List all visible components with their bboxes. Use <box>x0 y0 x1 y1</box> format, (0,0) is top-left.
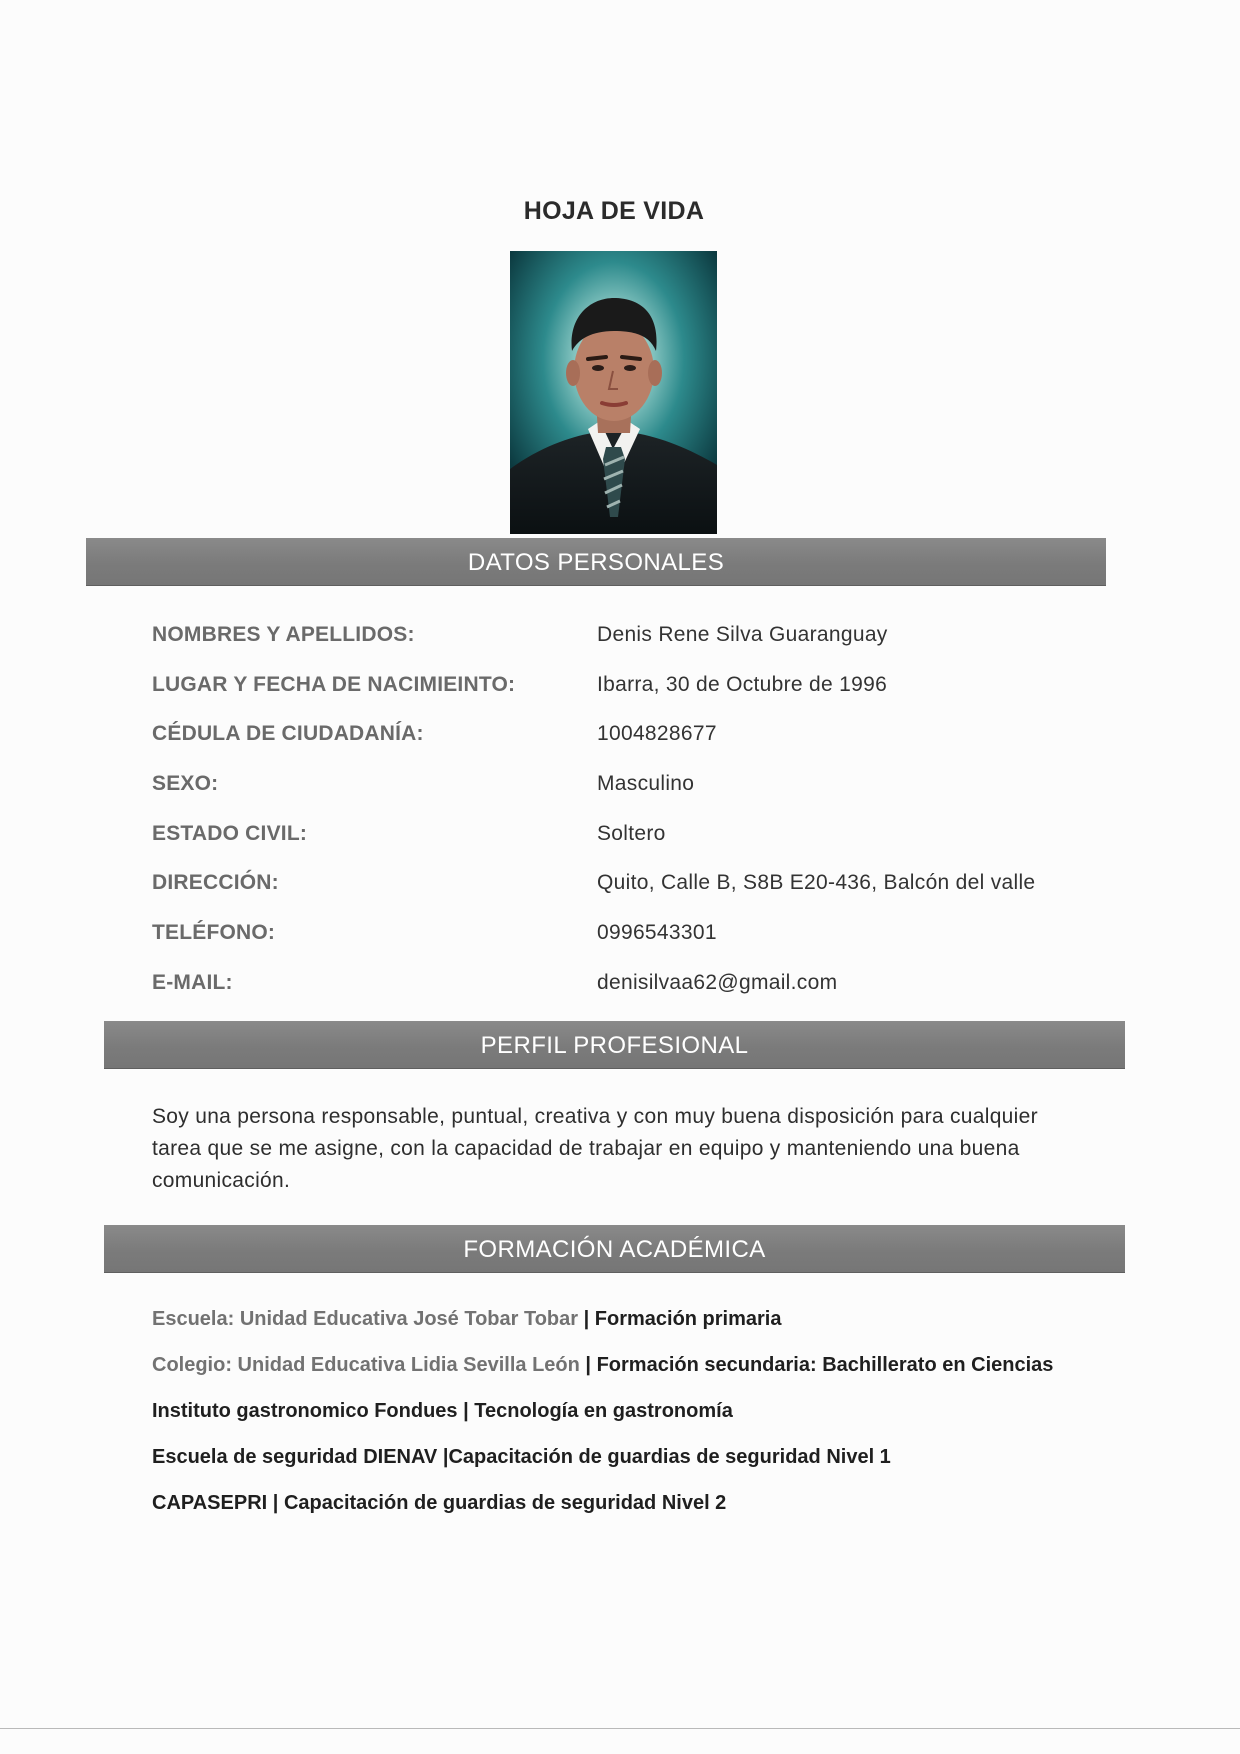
education-item <box>152 1492 1112 1538</box>
field-value-cedula: 1004828677 <box>597 722 717 746</box>
personal-data-row <box>152 660 1072 710</box>
field-value-telefono: 0996543301 <box>597 920 717 944</box>
field-label-sexo: SEXO: <box>152 771 219 795</box>
education-separator: | <box>267 1492 284 1514</box>
field-value-nacimiento: Ibarra, 30 de Octubre de 1996 <box>597 672 888 696</box>
education-item <box>152 1400 1112 1446</box>
education-institution: Instituto gastronomico Fondues <box>152 1400 458 1422</box>
education-separator: | <box>579 1354 597 1376</box>
personal-data-row <box>152 858 1072 908</box>
profile-paragraph: Soy una persona responsable, puntual, creativa y con muy buena disposición para cualquier tarea que se me asigne, con la capacidad de trabajar en equipo y manteniendo una buena comunicación. <box>152 1105 1038 1192</box>
field-value-direccion: Quito, Calle B, S8B E20-436, Balcón del valle <box>597 871 1036 895</box>
education-detail: Tecnología en gastronomía <box>474 1400 733 1422</box>
education-institution: Colegio: Unidad Educativa Lidia Sevilla León <box>152 1354 580 1376</box>
section-header-perfil-profesional: PERFIL PROFESIONAL <box>104 1021 1125 1069</box>
education-item <box>152 1446 1112 1492</box>
field-value-email: denisilvaa62@gmail.com <box>597 970 838 994</box>
education-separator: | <box>578 1308 595 1330</box>
section-header-datos-personales: DATOS PERSONALES <box>86 538 1106 586</box>
education-separator: | <box>437 1446 449 1468</box>
personal-data-row <box>152 908 1072 958</box>
education-detail: Capacitación de guardias de seguridad Nivel 2 <box>283 1492 727 1514</box>
personal-data-row <box>152 759 1072 809</box>
personal-data-row <box>152 809 1072 859</box>
personal-data-row <box>152 610 1072 660</box>
education-institution: CAPASEPRI <box>152 1492 268 1514</box>
field-label-direccion: DIRECCIÓN: <box>152 871 279 895</box>
field-label-nacimiento: LUGAR Y FECHA DE NACIMIEINTO: <box>152 672 516 696</box>
education-detail: Formación secundaria: Bachillerato en Ciencias <box>596 1354 1054 1376</box>
portrait-image <box>510 251 717 534</box>
field-label-email: E-MAIL: <box>152 970 233 994</box>
field-value-nombres: Denis Rene Silva Guaranguay <box>597 622 888 646</box>
field-label-telefono: TELÉFONO: <box>152 920 276 944</box>
page-bottom-rule <box>0 1728 1240 1729</box>
field-label-estado-civil: ESTADO CIVIL: <box>152 821 308 845</box>
section-header-formacion-academica: FORMACIÓN ACADÉMICA <box>104 1225 1125 1273</box>
field-value-sexo: Masculino <box>597 771 695 795</box>
education-detail: Formación primaria <box>594 1308 782 1330</box>
person-portrait-photo <box>510 251 717 534</box>
personal-data-table <box>152 610 1072 1008</box>
education-item <box>152 1354 1112 1400</box>
education-list <box>152 1308 1112 1538</box>
education-detail: Capacitación de guardias de seguridad Nivel 1 <box>448 1446 891 1468</box>
education-institution: Escuela de seguridad DIENAV <box>152 1446 438 1468</box>
education-institution: Escuela: Unidad Educativa José Tobar Tobar <box>152 1308 579 1330</box>
education-separator: | <box>457 1400 475 1422</box>
field-label-nombres: NOMBRES Y APELLIDOS: <box>152 622 415 646</box>
personal-data-row <box>152 709 1072 759</box>
field-label-cedula: CÉDULA DE CIUDADANÍA: <box>152 722 424 746</box>
document-title: HOJA DE VIDA <box>523 197 705 225</box>
education-item <box>152 1308 1112 1354</box>
field-value-estado-civil: Soltero <box>597 821 666 845</box>
personal-data-row <box>152 958 1072 1008</box>
